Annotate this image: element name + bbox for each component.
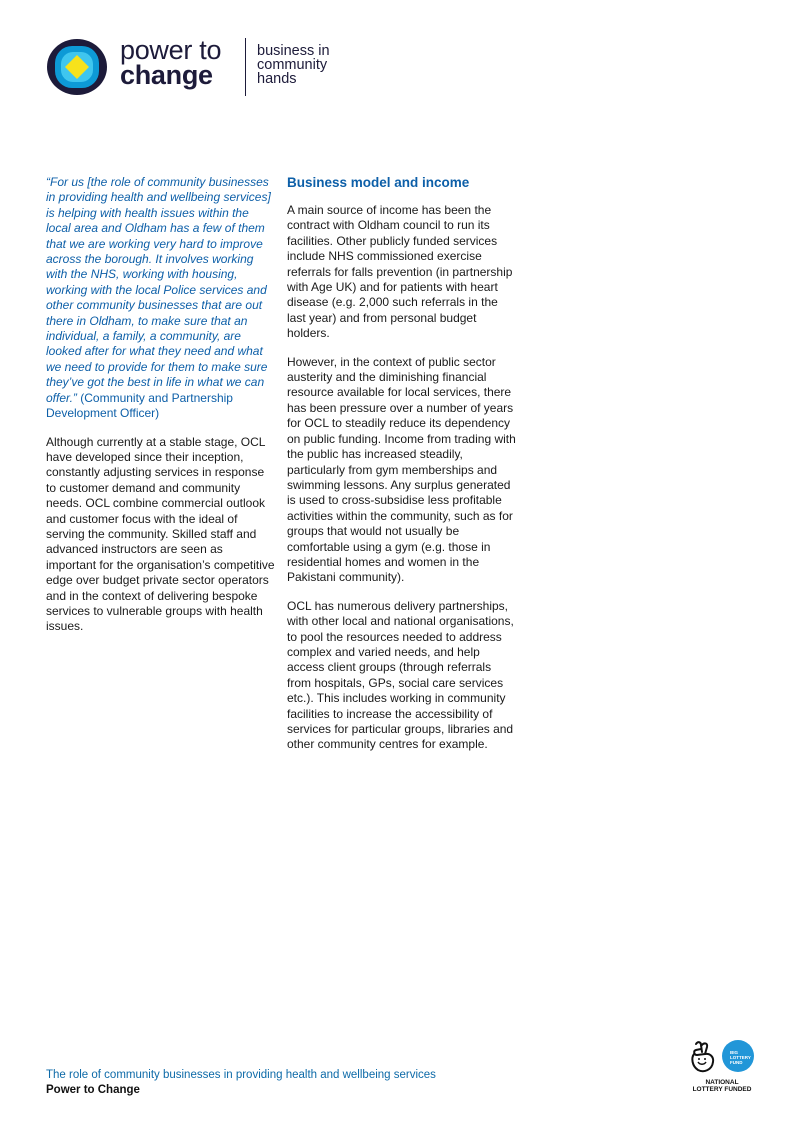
badge-line: FUND bbox=[730, 1060, 743, 1065]
big-lottery-fund-badge bbox=[722, 1040, 754, 1072]
footer-document-title: The role of community businesses in providing health and wellbeing services bbox=[46, 1069, 436, 1081]
pull-quote bbox=[46, 175, 276, 422]
power-to-change-logo bbox=[46, 35, 346, 98]
power-to-change-mark-icon bbox=[46, 38, 108, 96]
logo-tagline bbox=[257, 44, 330, 86]
body-paragraph: Although currently at a stable stage, OCL have developed since their inception, constantly adjusting services in response to customer demand and community needs. OCL combine commercial outlook and customer focus with the ideal of serving the community. Skilled staff and advanced instructors are seen as important for the organisation’s competitive edge over budget private sector operators and in the context of delivering bespoke services to vulnerable groups with health issues. bbox=[46, 434, 275, 634]
logo-line-2: change bbox=[120, 60, 213, 90]
badge-line: LOTTERY bbox=[730, 1055, 751, 1060]
right-column bbox=[287, 175, 517, 766]
left-column bbox=[46, 175, 276, 648]
nlf-line: NATIONAL bbox=[705, 1079, 739, 1086]
national-lottery-logo bbox=[686, 1040, 758, 1096]
logo-divider bbox=[245, 38, 246, 96]
section-heading: Business model and income bbox=[287, 175, 470, 190]
footer-publisher: Power to Change bbox=[46, 1084, 140, 1096]
body-paragraph: OCL has numerous delivery partnerships, with other local and national organisations, to pool the resources needed to address complex and varied needs, and help access client groups (through referrals from hospitals, GPs, social care services etc.). This includes working in community facilities to increase the accessibility of services for particular groups, libraries and other community centres for example. bbox=[287, 598, 514, 752]
national-lottery-funded-text bbox=[686, 1079, 758, 1093]
body-paragraph: A main source of income has been the contract with Oldham council to run its facilities. Other publicly funded services include NHS commissioned exercise referrals for falls prevention (in partnership with Age UK) and for patients with heart disease (e.g. 2,000 such referrals in the last year) and from personal budget holders. bbox=[287, 203, 513, 341]
tagline-line: business in bbox=[257, 43, 330, 59]
tagline-line: community bbox=[257, 57, 328, 73]
badge-line: BIG bbox=[730, 1050, 739, 1055]
logo-line-1: power to bbox=[120, 35, 222, 65]
quote-attribution: (Community and Partnership Development Officer) bbox=[46, 390, 233, 421]
tagline-line: hands bbox=[257, 71, 297, 87]
body-paragraph: However, in the context of public sector austerity and the diminishing financial resource available for local services, there has been pressure over a number of years for OCL to steadily reduce its dependency on public funding. Income from trading with the public has increased steadily, particularly from gym memberships and swimming lessons. Any surplus generated is used to cross-subsidise less profitable activities within the community, such as for groups that would not usually be comfortable using a gym (e.g. those in residential homes and women in the Pakistani community). bbox=[287, 354, 516, 585]
nlf-line: LOTTERY FUNDED bbox=[692, 1086, 752, 1093]
crossed-fingers-icon bbox=[688, 1040, 718, 1074]
page-footer bbox=[46, 1068, 436, 1098]
logo-wordmark bbox=[120, 35, 222, 90]
quote-text: “For us [the role of community businesses in providing health and wellbeing services] is helping with health issues within the local area and Oldham has a few of them that we are working very hard to improve across the borough. It involves working with the NHS, working with housing, working with the local Police services and other community businesses that are out there in Oldham, to make sure that an individual, a family, a community, are looked after for what they need and what we need to provide for them to make sure they’ve got the best in life in what we can offer.” bbox=[46, 175, 271, 405]
